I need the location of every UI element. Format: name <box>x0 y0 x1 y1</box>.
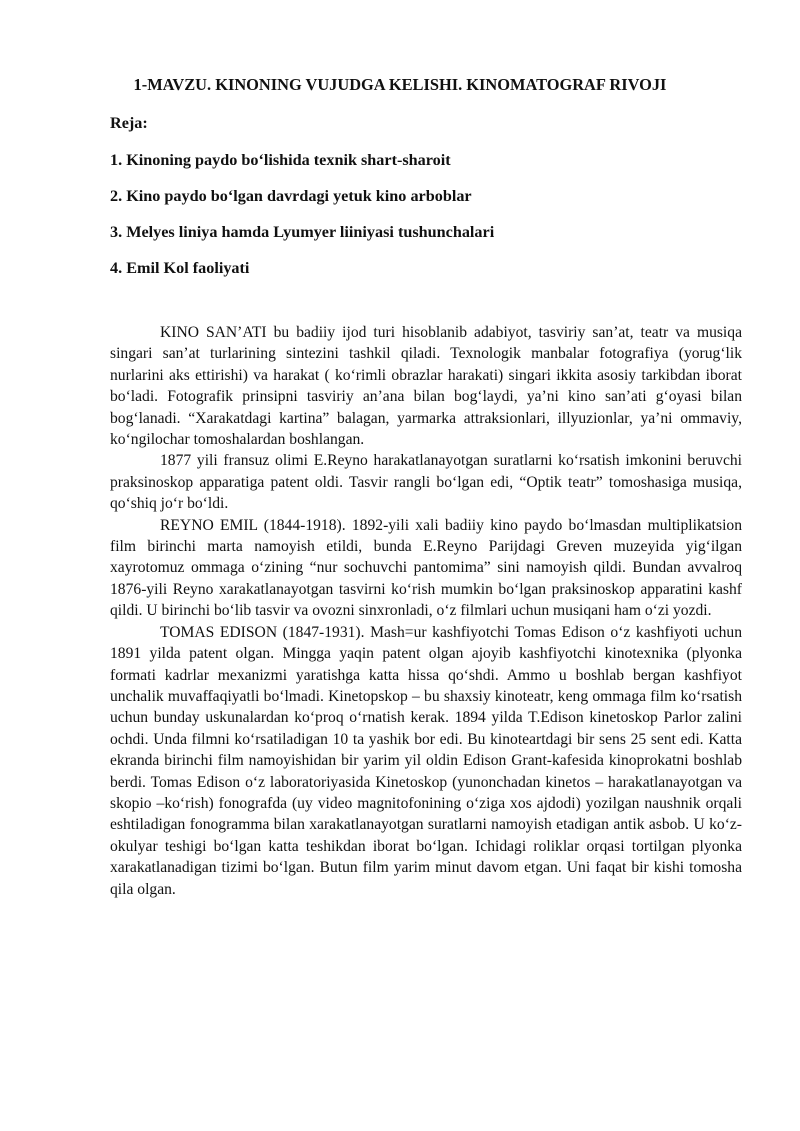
paragraph-tomas-edison: TOMAS EDISON (1847-1931). Mash=ur kashfiyotchi Tomas Edison o‘z kashfiyoti uchun 1891 yilda patent olgan. Mingga yaqin patent olgan ajoyib kashfiyotchi kinotexnika (plyonka formati kadrlar mexanizmi yaratishga katta hissa qo‘shdi. Ammo u boshlab bergan kashfiyot unchalik muvaffaqiyatli bo‘lmadi. Kinetopskop – bu shaxsiy kinoteatr, keng ommaga film ko‘rsatish uchun bunday uskunalardan ko‘proq o‘rnatish kerak. 1894 yilda T.Edison kinetoskop Parlor zalini ochdi. Unda filmni ko‘rsatiladigan 10 ta yashik bor edi. Bu kinoteartdagi bir sens 25 sent edi. Katta ekranda birinchi film namoyishidan bir yarim yil oldin Edison Grant-kafesida kinoprokatni boshlab berdi. Tomas Edison o‘z laboratoriyasida Kinetoskop (yunonchadan kinetos – harakatlanayotgan va skopio –ko‘rish) fonografda (uy video magnitofonining o‘ziga xos ajdodi) yozilgan naushnik orqali eshtiladigan fonogramma bilan xarakatlanayotgan suratlarni namoyish etadigan antik asbob. U ko‘z-okulyar teshigi bo‘lgan katta teshikdan iborat bo‘lgan. Ichidagi roliklar orqasi tortilgan plyonka xarakatlanadigan tizimi bo‘lgan. Butun film yarim minut davom etgan. Uni faqat bir kishi tomosha qila olgan. <box>110 623 742 898</box>
paragraph-reyno-emil: REYNO EMIL (1844-1918). 1892-yili xali badiiy kino paydo bo‘lmasdan multiplikatsion film birinchi marta namoyish etildi, bunda E.Reyno Parijdagi Greven muzeyida yig‘ilgan xayrotomuz ommaga o‘zining “nur sochuvchi pantomima” sini namoyish qildi. Bundan avvalroq 1876-yili Reyno xarakatlanayotgan tasvirni ko‘rish mumkin bo‘lgan praksinoskop apparatini kashf qildi. U birinchi bo‘lib tasvir va ovozni sinxronladi, o‘z filmlari uchun musiqani ham o‘zi yozdi. <box>110 516 742 620</box>
plan-item: 3. Melyes liniya hamda Lyumyer liiniyasi tushunchalari <box>110 223 495 241</box>
paragraph-kino-sanati: KINO SAN’ATI bu badiiy ijod turi hisoblanib adabiyot, tasviriy san’at, teatr va musiqa singari san’at turlarining sintezini tashkil qiladi. Texnologik manbalar fotografiya (yorug‘lik nurlarini aks ettirishi) va harakat ( ko‘rimli obrazlar harakati) singari ikkita asosiy tarkibdan iborat bo‘ladi. Fotografik prinsipni tasviriy an’ana bilan bog‘laydi, ya’ni kino san’ati g‘oyasi bilan bog‘lanadi. “Xarakatdagi kartina” balagan, yarmarka attraksionlari, illyuzionlar, ya’ni ommaviy, ko‘ngilochar tomoshalardan boshlangan. <box>110 324 742 449</box>
document-body <box>110 322 742 900</box>
plan-item: 1. Kinoning paydo bo‘lishida texnik shart-sharoit <box>110 151 451 169</box>
paragraph-reyno-1877: 1877 yili fransuz olimi E.Reyno harakatlanayotgan suratlarni ko‘rsatish imkonini beruvchi praksinoskop apparatiga patent oldi. Tasvir rangli bo‘lgan edi, “Optik teatr” tomoshasiga musiqa, qo‘shiq jo‘r bo‘ldi. <box>110 452 742 513</box>
plan-heading: Reja: <box>110 114 148 132</box>
document-title: 1-MAVZU. KINONING VUJUDGA KELISHI. KINOMATOGRAF RIVOJI <box>133 75 667 94</box>
plan-item: 2. Kino paydo bo‘lgan davrdagi yetuk kino arboblar <box>110 187 472 205</box>
plan-item: 4. Emil Kol faoliyati <box>110 259 250 277</box>
